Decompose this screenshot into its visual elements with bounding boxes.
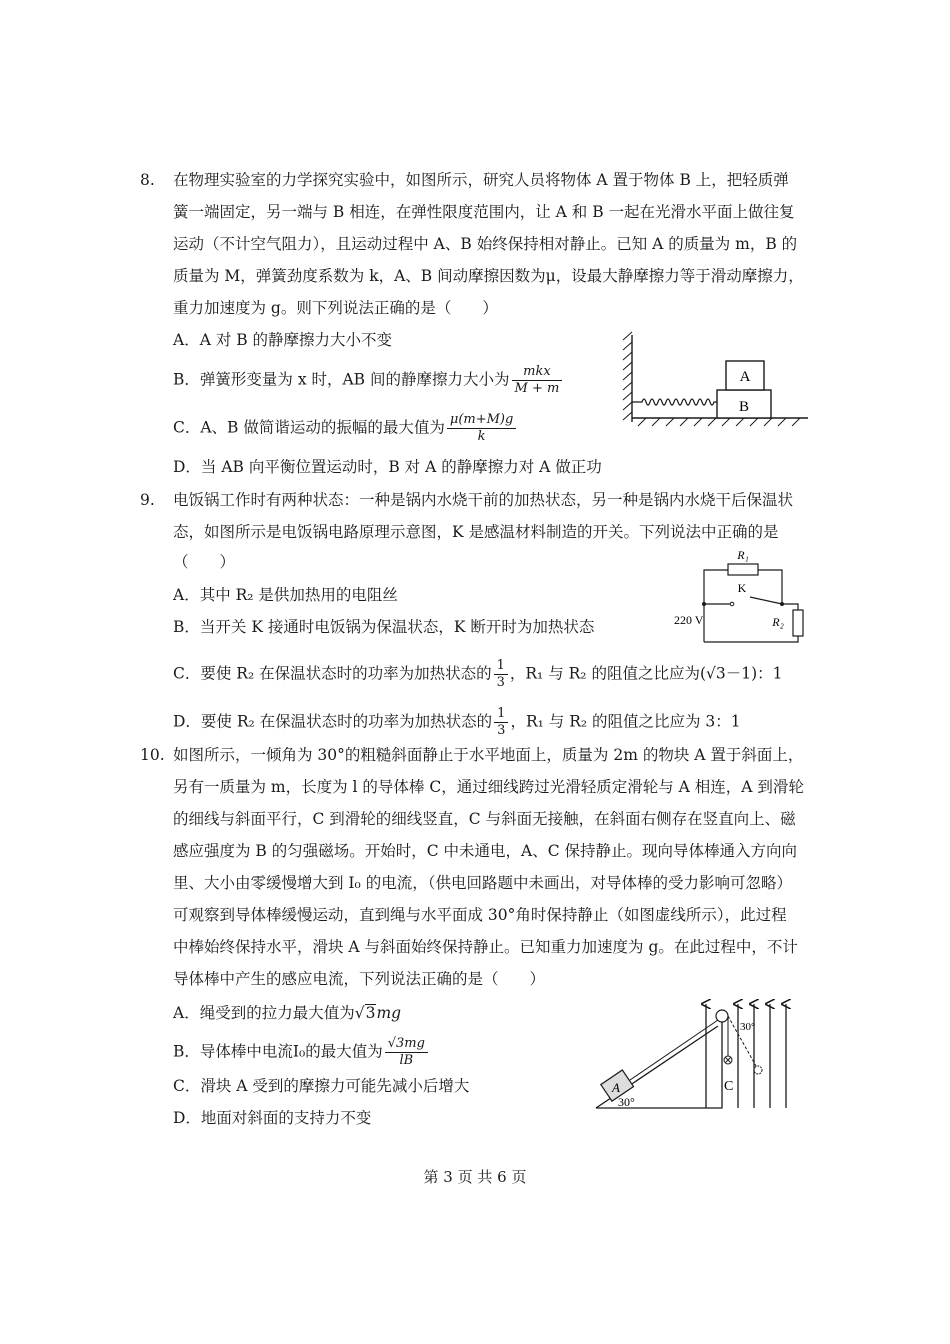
switch-contact: [730, 602, 734, 606]
block-a-label: A: [612, 1080, 620, 1095]
r2-label: R₂: [772, 615, 784, 629]
rod-c-label: C: [724, 1079, 734, 1094]
q9-option-d-pre: D．要使 R₂ 在保温状态时的功率为加热状态的: [173, 712, 493, 731]
q9-option-d-post: ，R₁ 与 R₂ 的阻值之比应为 3：1: [510, 712, 741, 731]
q10-stem-line: 如图所示，一倾角为 30°的粗糙斜面静止于水平地面上，质量为 2m 的物块 A 置于斜面上，: [173, 746, 804, 764]
q8-option-d: D．当 AB 向平衡位置运动时，B 对 A 的静摩擦力对 A 做正功: [173, 458, 602, 476]
q9-option-d: [173, 706, 741, 739]
q10-stem-line: 中棒始终保持水平，滑块 A 与斜面始终保持静止。已知重力加速度为 g。在此过程中，不计: [173, 938, 798, 956]
rod-c-final-icon: [754, 1066, 762, 1074]
q10-option-b-fraction: $\frac{√3mg}{lB}$: [385, 1036, 428, 1069]
q10-option-c: C．滑块 A 受到的摩擦力可能先减小后增大: [173, 1077, 470, 1095]
q10-stem-line: 另有一质量为 m，长度为 l 的导体棒 C，通过细线跨过光滑轻质定滑轮与 A 相连，A 到滑轮: [173, 778, 804, 796]
q8-option-b-fraction: $\frac{\text{mkx}}{M + m}$: [512, 364, 563, 397]
q8-stem-line: 运动（不计空气阻力），且运动过程中 A、B 始终保持相对静止。已知 A 的质量为 m，B 的: [173, 235, 798, 253]
q10-option-a-sqrt: 3: [365, 1004, 376, 1022]
q10-option-b: [173, 1036, 430, 1069]
circuit-wires: [704, 570, 798, 642]
r1-label: R₁: [737, 548, 749, 562]
q8-stem-line: 簧一端固定，另一端与 B 相连，在弹性限度范围内，让 A 和 B 一起在光滑水平面上做往复: [173, 203, 795, 221]
q10-stem-line: 可观察到导体棒缓慢运动，直到绳与水平面成 30°角时保持静止（如图虚线所示），此过程: [173, 906, 787, 924]
r1-resistor: [728, 564, 758, 575]
q8-option-b: [173, 364, 564, 397]
node: [702, 602, 706, 606]
node: [780, 602, 784, 606]
voltage-label: 220 V: [674, 613, 704, 627]
q10-incline-figure: [588, 998, 798, 1110]
q10-option-d: D．地面对斜面的支持力不变: [173, 1109, 372, 1127]
q9-stem-line: （ ）: [173, 553, 236, 571]
spring-icon: [632, 399, 717, 405]
q8-option-c-text: C．A、B 做简谐运动的振幅的最大值为: [173, 418, 445, 437]
q10-stem-line: 导体棒中产生的感应电流，下列说法正确的是（ ）: [173, 970, 546, 988]
q9-option-c: [173, 658, 783, 691]
angle-top-label: 30°: [740, 1021, 756, 1033]
q10-option-a-post: mg: [376, 1004, 402, 1022]
q9-option-b: B．当开关 K 接通时电饭锅为保温状态，K 断开时为加热状态: [173, 618, 595, 636]
q8-stem-line: 重力加速度为 g。则下列说法正确的是（ ）: [173, 299, 498, 317]
q10-stem-line: 里、大小由零缓慢增大到 I₀ 的电流，（供电回路题中未画出，对导体棒的受力影响可忽略）: [173, 874, 792, 892]
q10-stem-line: 的细线与斜面平行，C 到滑轮的细线竖直，C 与斜面无接触，在斜面右侧存在竖直向上、磁: [173, 810, 796, 828]
q9-stem-line: 态，如图所示是电饭锅电路原理示意图，K 是感温材料制造的开关。下列说法中正确的是: [173, 523, 779, 541]
q8-number: 8.: [140, 171, 155, 189]
wall-hatching: [623, 332, 632, 420]
q8-stem-line: 在物理实验室的力学探究实验中，如图所示，研究人员将物体 A 置于物体 B 上，把轻质弹: [173, 171, 789, 189]
q8-spring-figure: [620, 330, 810, 430]
q9-option-c-pre: C．要使 R₂ 在保温状态时的功率为加热状态的: [173, 664, 492, 683]
page-footer: 第 3 页 共 6 页: [423, 1168, 527, 1186]
q10-option-a: A．绳受到的拉力最大值为√3mg: [173, 1004, 402, 1022]
floor-hatching: [638, 418, 800, 426]
q9-number: 9.: [140, 491, 155, 509]
q9-option-d-fraction: $\frac{1}{3}$: [494, 706, 508, 739]
q9-option-c-post: ，R₁ 与 R₂ 的阻值之比应为(√3－1)：1: [509, 664, 783, 683]
q9-option-c-fraction: $\frac{1}{3}$: [494, 658, 508, 691]
block-a-label: A: [739, 369, 751, 385]
q8-option-b-text: B．弹簧形变量为 x 时，AB 间的静摩擦力大小为: [173, 370, 510, 389]
q9-stem-line: 电饭锅工作时有两种状态：一种是锅内水烧干前的加热状态，另一种是锅内水烧干后保温状: [173, 491, 794, 509]
q8-stem-line: 质量为 M，弹簧劲度系数为 k，A、B 间动摩擦因数为μ，设最大静摩擦力等于滑动摩擦力，: [173, 267, 804, 285]
switch-label: K: [737, 581, 747, 595]
q10-stem-line: 感应强度为 B 的匀强磁场。开始时，C 中未通电，A、C 保持静止。现向导体棒通入方向向: [173, 842, 798, 860]
q8-option-a: A．A 对 B 的静摩擦力大小不变: [173, 331, 393, 349]
q9-option-a: A．其中 R₂ 是供加热用的电阻丝: [173, 586, 398, 604]
string-to-block: [630, 1020, 718, 1080]
q10-number: 10.: [140, 746, 165, 764]
q8-option-c: [173, 412, 518, 445]
q10-option-a-pre: A．绳受到的拉力最大值为: [173, 1004, 355, 1022]
q10-option-b-pre: B．导体棒中电流I₀的最大值为: [173, 1042, 383, 1061]
pulley-icon: [716, 1010, 728, 1022]
q9-circuit-figure: [670, 542, 820, 650]
q8-option-c-fraction: $\frac{\mu(m+M)g}{k}$: [447, 412, 516, 445]
block-b-label: B: [738, 399, 750, 415]
r2-resistor: [793, 610, 803, 636]
angle-bottom-label: 30°: [618, 1095, 635, 1109]
